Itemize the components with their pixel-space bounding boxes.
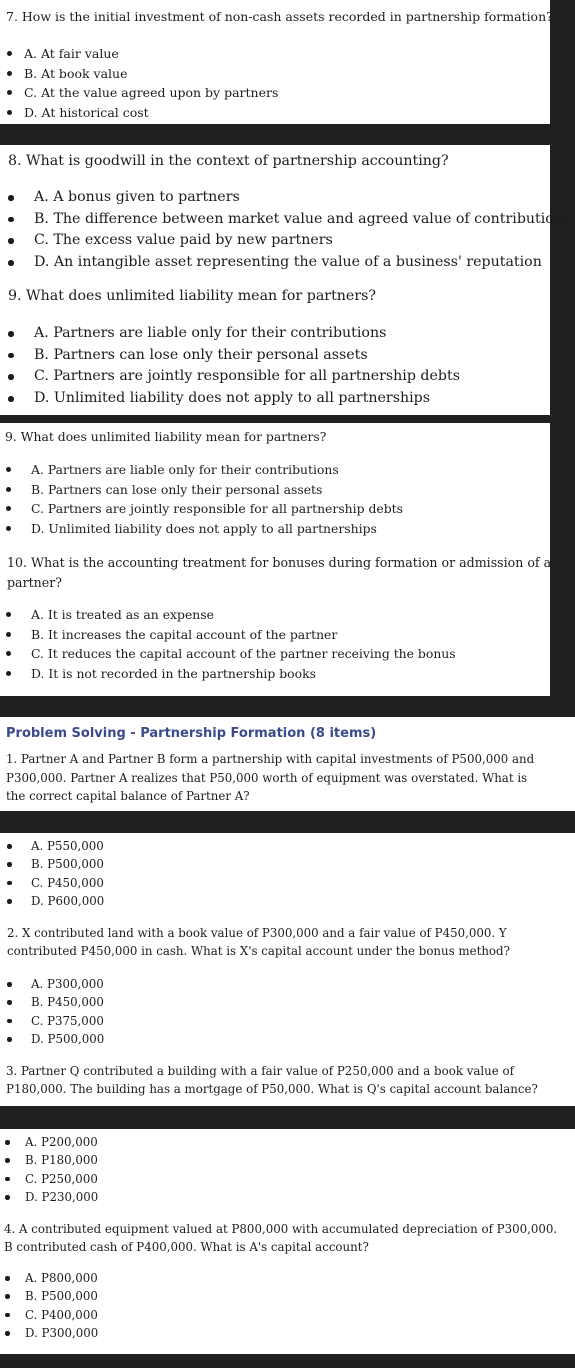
option-item: D. Unlimited liability does not apply to all partnerships bbox=[34, 388, 460, 410]
question-9-options bbox=[31, 460, 403, 538]
question-10-text: 10. What is the accounting treatment for bonuses during formation or admission of a partner? bbox=[7, 555, 552, 590]
option-item: B. P500,000 bbox=[25, 1287, 98, 1305]
question-8-text: 8. What is goodwill in the context of partnership accounting? bbox=[8, 153, 449, 169]
option-item: A. At fair value bbox=[24, 44, 278, 64]
option-item: C. Partners are jointly responsible for all partnership debts bbox=[31, 499, 403, 519]
problem-2-options bbox=[31, 975, 104, 1049]
option-item: B. At book value bbox=[24, 64, 278, 84]
option-item: C. The excess value paid by new partners bbox=[34, 230, 570, 252]
option-item: B. P500,000 bbox=[31, 855, 104, 873]
option-item: C. P250,000 bbox=[25, 1170, 98, 1188]
problem-3-text: 3. Partner Q contributed a building with a fair value of P250,000 and a book value of P180,000. The building has a mortgage of P50,000. What is Q's capital account balance? bbox=[6, 1064, 538, 1096]
option-item: A. P200,000 bbox=[25, 1133, 98, 1151]
option-item: D. An intangible asset representing the value of a business' reputation bbox=[34, 252, 570, 274]
option-item: C. P450,000 bbox=[31, 874, 104, 892]
problem-4-text: 4. A contributed equipment valued at P800,000 with accumulated depreciation of P300,000. B contributed cash of P400,000. What is A's capital account? bbox=[4, 1222, 558, 1254]
question-7-options bbox=[24, 44, 278, 123]
option-item: A. A bonus given to partners bbox=[34, 187, 570, 209]
option-item: C. P375,000 bbox=[31, 1012, 104, 1030]
problem-panel-3-4 bbox=[0, 1129, 575, 1354]
option-item: A. P800,000 bbox=[25, 1269, 98, 1287]
option-item: D. P230,000 bbox=[25, 1188, 98, 1206]
section-heading: Problem Solving - Partnership Formation (8 items) bbox=[6, 726, 377, 741]
problem-1-text: 1. Partner A and Partner B form a partnership with capital investments of P500,000 and P300,000. Partner A realizes that P50,000 worth of equipment was overstated. What is the correct capital balance of Partner A? bbox=[6, 752, 535, 803]
option-item: B. P450,000 bbox=[31, 993, 104, 1011]
problem-4-options bbox=[25, 1269, 98, 1343]
question-panel-1 bbox=[0, 0, 553, 124]
option-item: D. P600,000 bbox=[31, 892, 104, 910]
option-item: B. Partners can lose only their personal assets bbox=[31, 480, 403, 500]
option-item: D. Unlimited liability does not apply to all partnerships bbox=[31, 519, 403, 539]
option-item: A. Partners are liable only for their contributions bbox=[34, 323, 460, 345]
option-item: C. P400,000 bbox=[25, 1306, 98, 1324]
option-item: C. At the value agreed upon by partners bbox=[24, 83, 278, 103]
option-item: B. It increases the capital account of the partner bbox=[31, 625, 456, 645]
option-item: B. P180,000 bbox=[25, 1151, 98, 1169]
option-item: A. It is treated as an expense bbox=[31, 605, 456, 625]
option-item: A. P300,000 bbox=[31, 975, 104, 993]
option-item: D. P300,000 bbox=[25, 1324, 98, 1342]
problem-panel-1-3 bbox=[0, 833, 575, 1106]
option-item: A. Partners are liable only for their contributions bbox=[31, 460, 403, 480]
question-10-options bbox=[31, 605, 456, 683]
question-8-options bbox=[34, 187, 570, 274]
option-item: D. It is not recorded in the partnership books bbox=[31, 664, 456, 684]
option-item: C. Partners are jointly responsible for all partnership debts bbox=[34, 366, 460, 388]
problem-1-options bbox=[31, 837, 104, 911]
question-9-text: 9. What does unlimited liability mean for partners? bbox=[8, 288, 376, 304]
question-7-text: 7. How is the initial investment of non-cash assets recorded in partnership formation? bbox=[6, 9, 553, 24]
question-9-text: 9. What does unlimited liability mean for partners? bbox=[5, 429, 327, 444]
problem-2-text: 2. X contributed land with a book value of P300,000 and a fair value of P450,000. Y contributed P450,000 in cash. What is X's capital account under the bonus method? bbox=[7, 926, 510, 958]
option-item: B. The difference between market value and agreed value of contributions bbox=[34, 209, 570, 231]
question-panel-3 bbox=[0, 423, 550, 696]
option-item: A. P550,000 bbox=[31, 837, 104, 855]
problem-solving-panel bbox=[0, 717, 575, 811]
option-item: B. Partners can lose only their personal assets bbox=[34, 345, 460, 367]
option-item: D. P500,000 bbox=[31, 1030, 104, 1048]
problem-3-options bbox=[25, 1133, 98, 1207]
option-item: D. At historical cost bbox=[24, 103, 278, 123]
question-panel-2 bbox=[0, 145, 571, 415]
question-9-options bbox=[34, 323, 460, 410]
option-item: C. It reduces the capital account of the partner receiving the bonus bbox=[31, 644, 456, 664]
